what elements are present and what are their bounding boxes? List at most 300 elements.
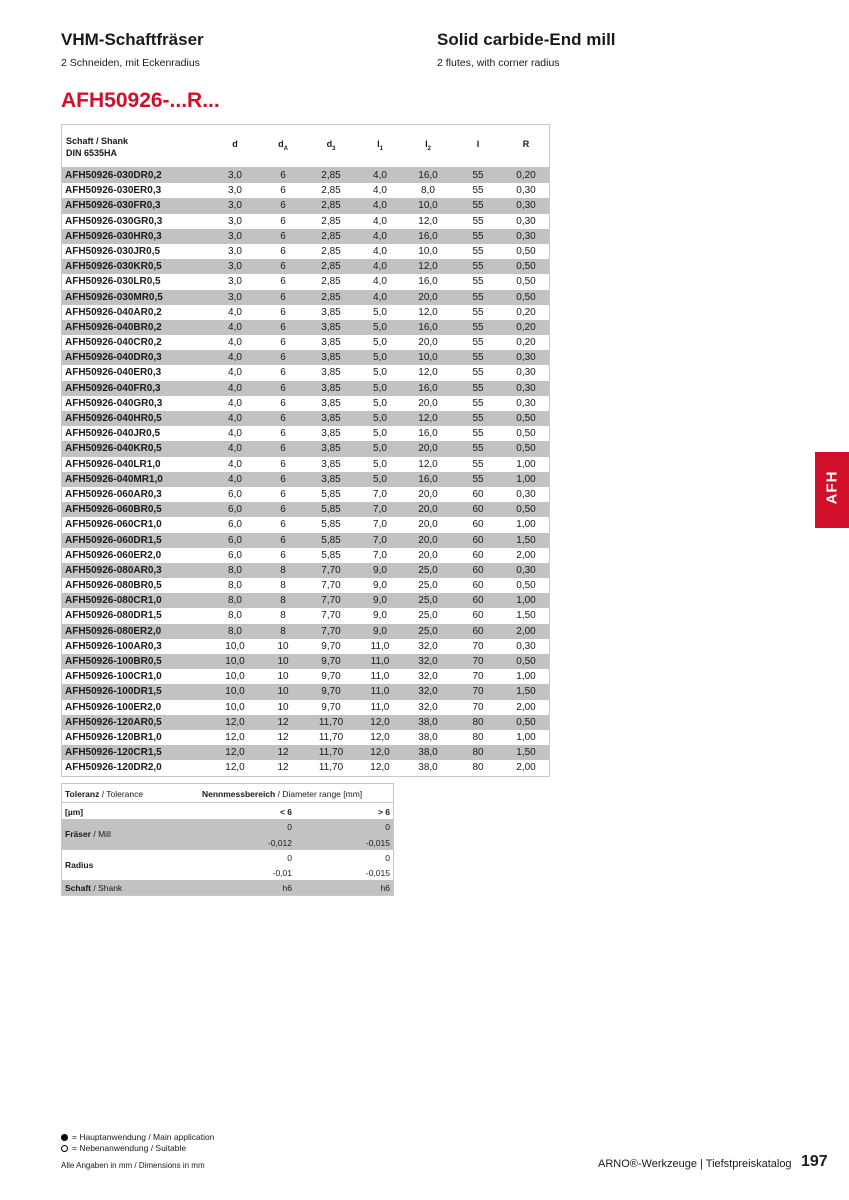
cell-r: 0,50 bbox=[516, 716, 536, 728]
cell-l1: 5,0 bbox=[373, 352, 387, 364]
cell-l: 60 bbox=[472, 519, 484, 531]
legend-suitable: = Nebenanwendung / Suitable bbox=[61, 1143, 186, 1153]
cell-d3: 5,85 bbox=[321, 519, 341, 531]
cell-d3: 2,85 bbox=[321, 170, 341, 181]
col-header-l: l bbox=[476, 139, 480, 149]
cell-l1: 9,0 bbox=[373, 625, 387, 637]
cell-l2: 38,0 bbox=[418, 747, 438, 759]
cell-l: 55 bbox=[472, 170, 484, 181]
cell-r: 1,50 bbox=[516, 534, 536, 546]
cell-d3: 3,85 bbox=[321, 382, 341, 394]
cell-l1: 5,0 bbox=[373, 458, 387, 470]
cell-da: 10 bbox=[277, 686, 289, 698]
cell-r: 1,00 bbox=[516, 519, 536, 531]
cell-d3: 11,70 bbox=[318, 716, 344, 728]
col-header-l1: $l_1$ bbox=[377, 139, 383, 152]
cell-d: 4,0 bbox=[228, 382, 242, 394]
cell-d: 3,0 bbox=[228, 261, 242, 273]
cell-l2: 12,0 bbox=[418, 306, 438, 318]
cell-d: 8,0 bbox=[228, 595, 242, 607]
cell-da: 12 bbox=[277, 716, 289, 728]
table-row bbox=[62, 426, 549, 441]
tolerance-shank-row bbox=[62, 880, 393, 895]
cell-d: 4,0 bbox=[228, 428, 242, 440]
cell-order-code: AFH50926-030FR0,3 bbox=[65, 200, 161, 212]
cell-l2: 20,0 bbox=[418, 397, 438, 409]
cell-l2: 16,0 bbox=[418, 382, 438, 394]
cell-l: 55 bbox=[472, 352, 484, 364]
cell-l2: 8,0 bbox=[421, 185, 435, 197]
col-header-l2: $l_2$ bbox=[425, 139, 431, 152]
radius-lt-lower: -0,01 bbox=[272, 868, 292, 878]
cell-l1: 5,0 bbox=[373, 428, 387, 440]
cell-l: 70 bbox=[472, 701, 484, 713]
cell-d: 10,0 bbox=[225, 701, 245, 713]
cell-r: 1,50 bbox=[516, 610, 536, 622]
cell-l: 80 bbox=[472, 762, 484, 774]
range-lt-6: < 6 bbox=[279, 807, 292, 817]
cell-l2: 25,0 bbox=[418, 610, 438, 622]
cell-d3: 2,85 bbox=[321, 261, 341, 273]
table-row bbox=[62, 229, 549, 244]
cell-da: 6 bbox=[280, 413, 286, 424]
shank-header bbox=[66, 135, 128, 159]
table-row bbox=[62, 654, 549, 669]
cell-r: 0,50 bbox=[516, 580, 536, 592]
cell-d3: 9,70 bbox=[321, 671, 341, 683]
cell-r: 0,50 bbox=[516, 291, 536, 303]
cell-l: 55 bbox=[472, 276, 484, 288]
cell-d: 8,0 bbox=[228, 564, 242, 576]
cell-l2: 12,0 bbox=[418, 413, 438, 424]
mill-lt-upper: 0 bbox=[287, 822, 292, 832]
cell-l: 55 bbox=[472, 443, 484, 455]
cell-d: 3,0 bbox=[228, 245, 242, 257]
tolerance-table bbox=[61, 783, 394, 896]
cell-order-code: AFH50926-030DR0,2 bbox=[65, 170, 162, 181]
cell-r: 1,00 bbox=[516, 731, 536, 743]
cell-l2: 20,0 bbox=[418, 549, 438, 561]
cell-d: 3,0 bbox=[228, 215, 242, 227]
cell-l1: 9,0 bbox=[373, 580, 387, 592]
cell-l2: 32,0 bbox=[418, 701, 438, 713]
cell-d3: 3,85 bbox=[321, 306, 341, 318]
cell-da: 6 bbox=[280, 504, 286, 516]
cell-l2: 10,0 bbox=[418, 245, 438, 257]
cell-l1: 11,0 bbox=[370, 701, 390, 713]
cell-order-code: AFH50926-120CR1,5 bbox=[65, 747, 162, 759]
footer-dimensions-note: Alle Angaben in mm / Dimensions in mm bbox=[61, 1161, 205, 1170]
cell-d: 12,0 bbox=[225, 747, 245, 759]
table-row bbox=[62, 244, 549, 259]
cell-d: 4,0 bbox=[228, 443, 242, 455]
table-row bbox=[62, 198, 549, 213]
cell-r: 1,00 bbox=[516, 458, 536, 470]
cell-d3: 7,70 bbox=[321, 625, 341, 637]
cell-da: 10 bbox=[277, 656, 289, 667]
cell-l2: 32,0 bbox=[418, 671, 438, 683]
mill-lt-lower: -0,012 bbox=[267, 838, 292, 848]
cell-r: 1,50 bbox=[516, 686, 536, 698]
cell-l2: 32,0 bbox=[418, 686, 438, 698]
cell-r: 0,50 bbox=[516, 276, 536, 288]
cell-d3: 3,85 bbox=[321, 397, 341, 409]
cell-order-code: AFH50926-120AR0,5 bbox=[65, 716, 162, 728]
table-row bbox=[62, 259, 549, 274]
table-row bbox=[62, 639, 549, 654]
cell-r: 0,30 bbox=[516, 564, 536, 576]
shank-label: Schaft / Shank bbox=[66, 136, 129, 146]
cell-l2: 20,0 bbox=[418, 534, 438, 546]
cell-l: 55 bbox=[472, 367, 484, 379]
cell-da: 6 bbox=[280, 291, 286, 303]
table-row bbox=[62, 472, 549, 487]
cell-l: 60 bbox=[472, 625, 484, 637]
cell-l1: 4,0 bbox=[373, 200, 387, 212]
cell-l2: 10,0 bbox=[418, 352, 438, 364]
cell-order-code: AFH50926-030KR0,5 bbox=[65, 261, 162, 273]
cell-d: 4,0 bbox=[228, 397, 242, 409]
cell-d3: 3,85 bbox=[321, 458, 341, 470]
cell-l1: 7,0 bbox=[373, 504, 387, 516]
cell-da: 6 bbox=[280, 428, 286, 440]
radius-gt-lower: -0,015 bbox=[365, 868, 390, 878]
cell-da: 6 bbox=[280, 534, 286, 546]
cell-l: 55 bbox=[472, 261, 484, 273]
cell-order-code: AFH50926-100BR0,5 bbox=[65, 656, 162, 667]
tolerance-unit-row bbox=[62, 803, 393, 819]
table-row bbox=[62, 305, 549, 320]
table-row bbox=[62, 274, 549, 289]
cell-d3: 3,85 bbox=[321, 337, 341, 349]
cell-l2: 16,0 bbox=[418, 473, 438, 485]
cell-l2: 25,0 bbox=[418, 564, 438, 576]
table-row bbox=[62, 290, 549, 305]
cell-order-code: AFH50926-040JR0,5 bbox=[65, 428, 161, 440]
cell-da: 8 bbox=[280, 580, 286, 592]
cell-d: 8,0 bbox=[228, 610, 242, 622]
cell-da: 6 bbox=[280, 458, 286, 470]
cell-da: 6 bbox=[280, 215, 286, 227]
table-row bbox=[62, 502, 549, 517]
cell-da: 6 bbox=[280, 549, 286, 561]
cell-da: 6 bbox=[280, 230, 286, 242]
cell-r: 1,00 bbox=[516, 595, 536, 607]
diameter-range-label: Nennmessbereich / Diameter range [mm] bbox=[202, 789, 363, 799]
cell-l: 55 bbox=[472, 473, 484, 485]
cell-da: 6 bbox=[280, 519, 286, 531]
cell-l2: 20,0 bbox=[418, 504, 438, 516]
cell-r: 1,00 bbox=[516, 671, 536, 683]
cell-l2: 12,0 bbox=[418, 215, 438, 227]
cell-order-code: AFH50926-030MR0,5 bbox=[65, 291, 163, 303]
cell-d: 4,0 bbox=[228, 458, 242, 470]
cell-l1: 9,0 bbox=[373, 595, 387, 607]
cell-l1: 11,0 bbox=[370, 640, 390, 652]
cell-d3: 3,85 bbox=[321, 443, 341, 455]
shank-lt: h6 bbox=[282, 883, 292, 893]
cell-d: 3,0 bbox=[228, 291, 242, 303]
radius-lt-upper: 0 bbox=[287, 853, 292, 863]
cell-l1: 5,0 bbox=[373, 367, 387, 379]
cell-l2: 12,0 bbox=[418, 261, 438, 273]
cell-d: 3,0 bbox=[228, 170, 242, 181]
tolerance-header bbox=[62, 784, 393, 803]
cell-d: 4,0 bbox=[228, 413, 242, 424]
cell-d: 3,0 bbox=[228, 185, 242, 197]
table-row bbox=[62, 214, 549, 229]
table-row bbox=[62, 593, 549, 608]
cell-l2: 16,0 bbox=[418, 428, 438, 440]
cell-order-code: AFH50926-080DR1,5 bbox=[65, 610, 162, 622]
cell-da: 6 bbox=[280, 245, 286, 257]
cell-order-code: AFH50926-040ER0,3 bbox=[65, 367, 162, 379]
cell-r: 0,50 bbox=[516, 443, 536, 455]
cell-l: 60 bbox=[472, 564, 484, 576]
cell-da: 12 bbox=[277, 747, 289, 759]
cell-da: 6 bbox=[280, 397, 286, 409]
cell-r: 1,50 bbox=[516, 747, 536, 759]
cell-l2: 38,0 bbox=[418, 762, 438, 774]
cell-d: 4,0 bbox=[228, 321, 242, 333]
cell-l2: 20,0 bbox=[418, 519, 438, 531]
cell-l1: 7,0 bbox=[373, 549, 387, 561]
table-row bbox=[62, 168, 549, 183]
cell-l: 60 bbox=[472, 549, 484, 561]
cell-l: 55 bbox=[472, 428, 484, 440]
cell-r: 2,00 bbox=[516, 762, 536, 774]
cell-l2: 16,0 bbox=[418, 170, 438, 181]
cell-l1: 5,0 bbox=[373, 443, 387, 455]
cell-da: 8 bbox=[280, 564, 286, 576]
cell-d3: 3,85 bbox=[321, 413, 341, 424]
cell-order-code: AFH50926-060AR0,3 bbox=[65, 488, 162, 500]
cell-l: 55 bbox=[472, 185, 484, 197]
cell-r: 0,30 bbox=[516, 488, 536, 500]
cell-d: 10,0 bbox=[225, 656, 245, 667]
table-row bbox=[62, 396, 549, 411]
cell-r: 0,20 bbox=[516, 337, 536, 349]
cell-order-code: AFH50926-060DR1,5 bbox=[65, 534, 162, 546]
table-row bbox=[62, 669, 549, 684]
legend-main: = Hauptanwendung / Main application bbox=[61, 1132, 214, 1142]
cell-d3: 5,85 bbox=[321, 534, 341, 546]
cell-l2: 10,0 bbox=[418, 200, 438, 212]
cell-da: 6 bbox=[280, 352, 286, 364]
cell-order-code: AFH50926-040MR1,0 bbox=[65, 473, 163, 485]
cell-d3: 3,85 bbox=[321, 367, 341, 379]
cell-r: 0,20 bbox=[516, 306, 536, 318]
cell-l: 70 bbox=[472, 640, 484, 652]
table-row bbox=[62, 730, 549, 745]
shank-tolerance-label: Schaft / Shank bbox=[65, 883, 123, 893]
cell-l: 80 bbox=[472, 747, 484, 759]
col-header-d3: $d_3$ bbox=[326, 139, 336, 152]
cell-d3: 5,85 bbox=[321, 549, 341, 561]
cell-l: 70 bbox=[472, 686, 484, 698]
table-row bbox=[62, 578, 549, 593]
cell-r: 2,00 bbox=[516, 625, 536, 637]
unit-label: [µm] bbox=[65, 807, 84, 817]
cell-l2: 32,0 bbox=[418, 656, 438, 667]
cell-order-code: AFH50926-040HR0,5 bbox=[65, 413, 162, 424]
cell-order-code: AFH50926-060CR1,0 bbox=[65, 519, 162, 531]
cell-l1: 7,0 bbox=[373, 488, 387, 500]
cell-l: 70 bbox=[472, 656, 484, 667]
cell-r: 0,30 bbox=[516, 185, 536, 197]
cell-l: 55 bbox=[472, 306, 484, 318]
cell-da: 6 bbox=[280, 443, 286, 455]
cell-l: 60 bbox=[472, 580, 484, 592]
subtitle-de: 2 Schneiden, mit Eckenradius bbox=[61, 57, 200, 69]
cell-da: 6 bbox=[280, 170, 286, 181]
cell-order-code: AFH50926-100DR1,5 bbox=[65, 686, 162, 698]
cell-l: 55 bbox=[472, 321, 484, 333]
cell-l2: 16,0 bbox=[418, 230, 438, 242]
cell-l1: 4,0 bbox=[373, 276, 387, 288]
cell-order-code: AFH50926-040CR0,2 bbox=[65, 337, 162, 349]
cell-l2: 38,0 bbox=[418, 731, 438, 743]
cell-l2: 38,0 bbox=[418, 716, 438, 728]
cell-d3: 9,70 bbox=[321, 701, 341, 713]
cell-d: 6,0 bbox=[228, 504, 242, 516]
page-title-de: VHM-Schaftfräser bbox=[61, 30, 204, 49]
cell-r: 2,00 bbox=[516, 701, 536, 713]
cell-l: 55 bbox=[472, 458, 484, 470]
table-row bbox=[62, 608, 549, 623]
cell-d: 12,0 bbox=[225, 716, 245, 728]
cell-l2: 20,0 bbox=[418, 443, 438, 455]
cell-r: 0,20 bbox=[516, 321, 536, 333]
cell-da: 6 bbox=[280, 488, 286, 500]
cell-l: 60 bbox=[472, 534, 484, 546]
cell-l1: 5,0 bbox=[373, 337, 387, 349]
cell-l2: 12,0 bbox=[418, 458, 438, 470]
table-row bbox=[62, 487, 549, 502]
cell-order-code: AFH50926-120BR1,0 bbox=[65, 731, 162, 743]
radius-label: Radius bbox=[65, 860, 94, 870]
cell-d3: 2,85 bbox=[321, 230, 341, 242]
cell-l2: 25,0 bbox=[418, 580, 438, 592]
cell-l2: 16,0 bbox=[418, 276, 438, 288]
table-row bbox=[62, 441, 549, 456]
cell-l2: 25,0 bbox=[418, 625, 438, 637]
cell-d3: 5,85 bbox=[321, 504, 341, 516]
cell-l1: 5,0 bbox=[373, 382, 387, 394]
cell-d3: 9,70 bbox=[321, 656, 341, 667]
cell-da: 8 bbox=[280, 595, 286, 607]
cell-da: 6 bbox=[280, 367, 286, 379]
cell-r: 0,50 bbox=[516, 261, 536, 273]
cell-l1: 4,0 bbox=[373, 185, 387, 197]
cell-l: 55 bbox=[472, 397, 484, 409]
page-number: 197 bbox=[801, 1153, 828, 1170]
cell-l: 70 bbox=[472, 671, 484, 683]
cell-order-code: AFH50926-100CR1,0 bbox=[65, 671, 162, 683]
cell-r: 0,50 bbox=[516, 656, 536, 667]
filled-circle-icon bbox=[61, 1134, 68, 1141]
cell-d3: 5,85 bbox=[321, 488, 341, 500]
cell-r: 1,00 bbox=[516, 473, 536, 485]
cell-r: 0,30 bbox=[516, 640, 536, 652]
cell-l: 60 bbox=[472, 610, 484, 622]
cell-d3: 2,85 bbox=[321, 245, 341, 257]
cell-r: 0,30 bbox=[516, 230, 536, 242]
cell-l: 60 bbox=[472, 595, 484, 607]
col-header-da: $d_A$ bbox=[278, 139, 288, 152]
cell-d: 6,0 bbox=[228, 519, 242, 531]
cell-d3: 2,85 bbox=[321, 200, 341, 212]
table-row bbox=[62, 320, 549, 335]
cell-l1: 5,0 bbox=[373, 306, 387, 318]
table-row bbox=[62, 183, 549, 198]
cell-l1: 12,0 bbox=[370, 731, 390, 743]
cell-d: 4,0 bbox=[228, 352, 242, 364]
table-body bbox=[62, 168, 549, 776]
cell-l1: 4,0 bbox=[373, 291, 387, 303]
cell-l1: 4,0 bbox=[373, 230, 387, 242]
cell-order-code: AFH50926-040KR0,5 bbox=[65, 443, 162, 455]
mill-gt-lower: -0,015 bbox=[365, 838, 390, 848]
cell-d3: 11,70 bbox=[318, 747, 344, 759]
tolerance-mill-row bbox=[62, 819, 393, 850]
table-row bbox=[62, 517, 549, 532]
cell-d: 3,0 bbox=[228, 230, 242, 242]
cell-l1: 4,0 bbox=[373, 170, 387, 181]
table-row bbox=[62, 715, 549, 730]
table-row bbox=[62, 700, 549, 715]
cell-l1: 5,0 bbox=[373, 397, 387, 409]
cell-order-code: AFH50926-040GR0,3 bbox=[65, 397, 163, 409]
cell-d: 3,0 bbox=[228, 200, 242, 212]
cell-order-code: AFH50926-040LR1,0 bbox=[65, 458, 161, 470]
cell-order-code: AFH50926-080AR0,3 bbox=[65, 564, 162, 576]
cell-l1: 5,0 bbox=[373, 473, 387, 485]
mill-label: Fräser / Mill bbox=[65, 829, 111, 839]
cell-d: 3,0 bbox=[228, 276, 242, 288]
table-header bbox=[62, 125, 549, 168]
cell-d3: 11,70 bbox=[318, 762, 344, 774]
cell-d3: 11,70 bbox=[318, 731, 344, 743]
cell-da: 8 bbox=[280, 625, 286, 637]
section-side-tab bbox=[815, 452, 849, 528]
cell-d: 4,0 bbox=[228, 367, 242, 379]
cell-da: 6 bbox=[280, 306, 286, 318]
cell-l2: 25,0 bbox=[418, 595, 438, 607]
table-row bbox=[62, 350, 549, 365]
cell-order-code: AFH50926-030HR0,3 bbox=[65, 230, 162, 242]
cell-order-code: AFH50926-080BR0,5 bbox=[65, 580, 162, 592]
cell-da: 6 bbox=[280, 261, 286, 273]
mill-gt-upper: 0 bbox=[385, 822, 390, 832]
cell-d: 10,0 bbox=[225, 671, 245, 683]
cell-l2: 32,0 bbox=[418, 640, 438, 652]
cell-r: 2,00 bbox=[516, 549, 536, 561]
cell-order-code: AFH50926-100AR0,3 bbox=[65, 640, 162, 652]
cell-d3: 7,70 bbox=[321, 595, 341, 607]
cell-d3: 2,85 bbox=[321, 276, 341, 288]
cell-l: 55 bbox=[472, 413, 484, 424]
table-row bbox=[62, 624, 549, 639]
cell-r: 0,50 bbox=[516, 413, 536, 424]
cell-l: 55 bbox=[472, 230, 484, 242]
cell-l1: 9,0 bbox=[373, 564, 387, 576]
cell-order-code: AFH50926-040FR0,3 bbox=[65, 382, 161, 394]
table-row bbox=[62, 411, 549, 426]
cell-order-code: AFH50926-080ER2,0 bbox=[65, 625, 162, 637]
table-row bbox=[62, 533, 549, 548]
table-row bbox=[62, 548, 549, 563]
